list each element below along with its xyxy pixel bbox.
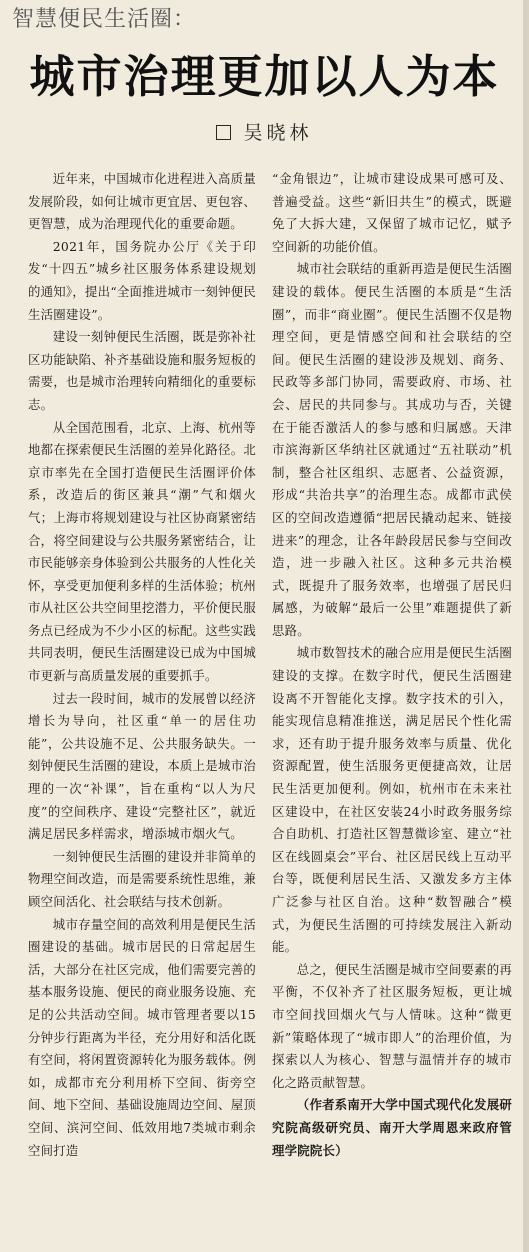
byline bbox=[0, 118, 529, 145]
author-name: 吴晓林 bbox=[243, 122, 313, 144]
paragraph: 建设一刻钟便民生活圈，既是弥补社区功能缺陷、补齐基础设施和服务短板的需要，也是城市治理转向精细化的重要标志。 bbox=[28, 329, 256, 412]
article-left-column bbox=[28, 168, 256, 1162]
paragraph: 城市存量空间的高效利用是便民生活圈建设的基础。城市居民的日常起居生活，大部分在社区完成，他们需要完善的基本服务设施、便民的商业服务设施、充足的公共活动空间。城市管理者要以15分钟步行距离为半径，充分用好和活化既有空间，将闲置资源转化为服务载体。例如，成都市充分利用桥下空间、街旁空间、地下空间、基础设施周边空间、屋顶空间、滨河空间、低效用地7类城市剩余空间打造 bbox=[28, 916, 256, 1158]
paragraph: 过去一段时间，城市的发展曾以经济增长为导向，社区重“单一的居住功能”，公共设施不足、公共服务缺失。一刻钟便民生活圈的建设，本质上是城市治理的一次“补课”，旨在重构“以人为尺度”的空间秩序、建设“完整社区”，就近满足居民多样需求，增添城市烟火气。 bbox=[28, 690, 256, 842]
paragraph-continued: “金角银边”，让城市建设成果可感可及、普遍受益。这些“新旧共生”的模式，既避免了大拆大建，又保留了城市记忆，赋予空间新的功能价值。 bbox=[272, 171, 512, 254]
headline: 城市治理更加以人为本 bbox=[29, 50, 500, 103]
paragraph: 近年来，中国城市化进程进入高质量发展阶段，如何让城市更宜居、更包容、更智慧，成为治理现代化的重要命题。 bbox=[28, 171, 256, 232]
paragraph: 从全国范围看，北京、上海、杭州等地都在探索便民生活圈的差异化路径。北京市率先在全国打造便民生活圈评价体系，改造后的街区兼具“潮”气和烟火气；上海市将规划建设与社区协商紧密结合，将空间建设与公共服务紧密结合，让市民能够亲身体验到公共服务的人性化关怀，享受更加便利多样的生活体验；杭州市从社区公共空间里挖潜力，平价便民服务点已经成为不少小区的标配。这些实践共同表明，便民生活圈建设已成为中国城市更新与高质量发展的重要抓手。 bbox=[28, 419, 256, 684]
paragraph: 城市数智技术的融合应用是便民生活圈建设的支撑。在数字时代，便民生活圈建设离不开智能化支撑。数字技术的引入，能实现信息精准推送，满足居民个性化需求，还有助于提升服务效率与质量、优化资源配置，使生活服务更便捷高效，让居民生活更加便利。例如，杭州市在未来社区建设中，在社区安装24小时政务服务综合自助机、打造社区智慧微诊室、建立“社区在线圆桌会”平台、社区居民线上互动平台等，既便利居民生活、又激发多方主体广泛参与社区自治。这种“数智融合”模式，为便民生活圈的可持续发展注入新动能。 bbox=[272, 645, 512, 955]
paragraph: 2021年，国务院办公厅《关于印发“十四五”城乡社区服务体系建设规划的通知》，提出“全面推进城市一刻钟便民生活圈建设”。 bbox=[28, 238, 256, 322]
author-note: （作者系南开大学中国式现代化发展研究院高级研究员、南开大学周恩来政府管理学院院长） bbox=[272, 1097, 512, 1158]
headline-kicker: 智慧便民生活圈： bbox=[12, 7, 197, 32]
paragraph: 城市社会联结的重新再造是便民生活圈建设的载体。便民生活圈的本质是“生活圈”，而非“商业圈”。便民生活圈不仅是物理空间，更是情感空间和社会联结的空间。便民生活圈的建设涉及规划、商务、民政等多部门协同，需要政府、市场、社会、居民的共同参与。其成功与否，关键在于能否激活人的参与感和归属感。天津市滨海新区华纳社区就通过“五社联动”机制，整合社区组织、志愿者、公益资源，形成“共治共享”的治理生态。成都市武侯区的空间改造遵循“把居民撬动起来、链接进来”的理念，让各年龄段居民参与空间改造，进一步融入社区。这种多元共治模式，既提升了服务效率，也增强了居民归属感，为破解“最后一公里”难题提供了新思路。 bbox=[272, 261, 512, 638]
article-right-column bbox=[272, 168, 512, 1162]
page-edge bbox=[523, 0, 529, 1252]
paragraph: 总之，便民生活圈是城市空间要素的再平衡，不仅补齐了社区服务短板，更让城市空间找回烟火气与人情味。这种“微更新”策略体现了“城市即人”的治理价值，为探索以人为核心、智慧与温情并存的城市化之路贡献智慧。 bbox=[272, 961, 512, 1090]
byline-box-icon bbox=[216, 125, 231, 140]
paragraph: 一刻钟便民生活圈的建设并非简单的物理空间改造，而是需要系统性思维，兼顾空间活化、社会联结与技术创新。 bbox=[28, 848, 256, 909]
